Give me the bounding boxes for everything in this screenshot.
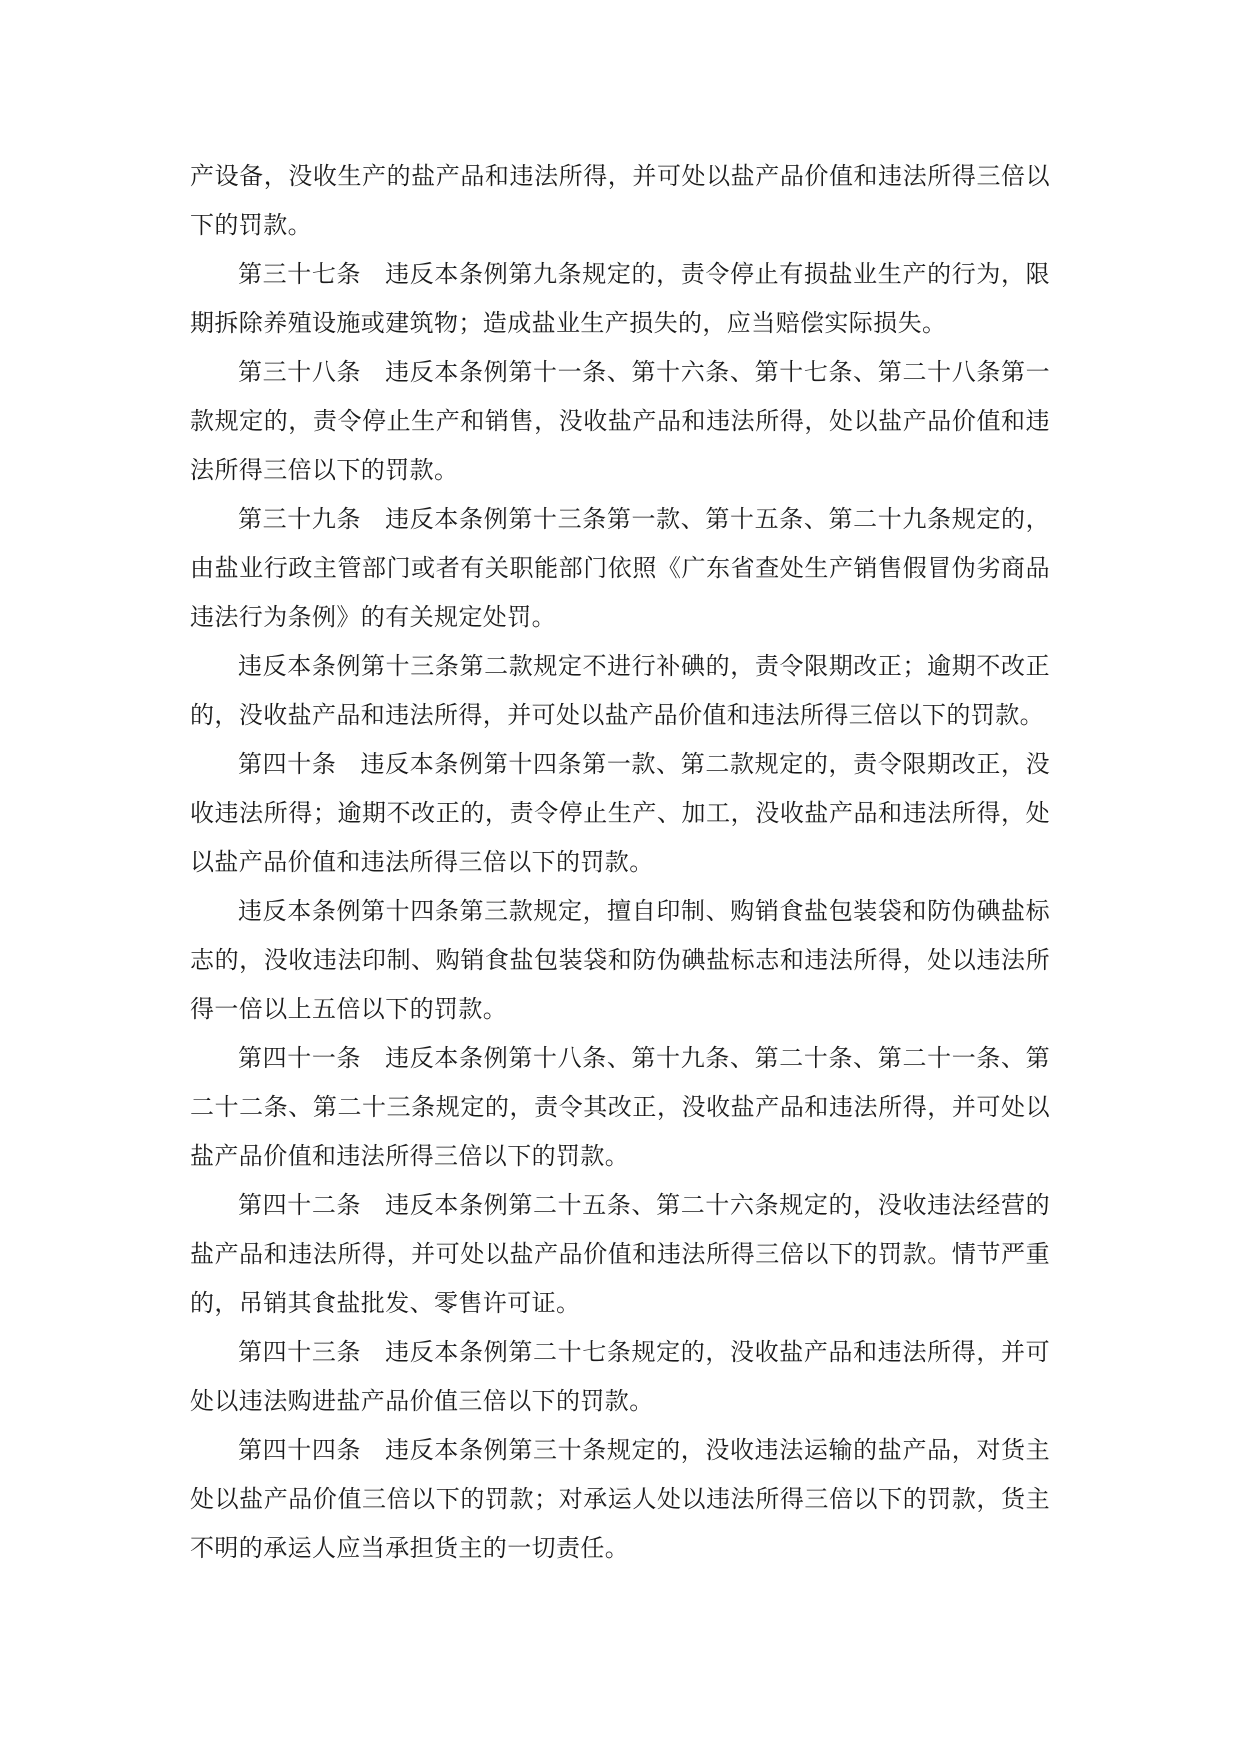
article-number: 第四十条: [238, 750, 337, 778]
paragraph-article-40-clause-2: [190, 887, 1050, 1034]
paragraph-text: 违反本条例第十四条第三款规定，擅自印制、购销食盐包装袋和防伪碘盐标志的，没收违法印制、购销食盐包装袋和防伪碘盐标志和违法所得，处以违法所得一倍以上五倍以下的罚款。: [190, 897, 1050, 1023]
article-number: 第四十二条: [238, 1191, 362, 1219]
paragraph-1: [190, 152, 1050, 250]
paragraph-article-39: [190, 495, 1050, 642]
paragraph-text: 违反本条例第二十五条、第二十六条规定的，没收违法经营的盐产品和违法所得，并可处以盐产品价值和违法所得三倍以下的罚款。情节严重的，吊销其食盐批发、零售许可证。: [190, 1191, 1050, 1317]
document-body: [190, 152, 1050, 1573]
paragraph-article-43: [190, 1328, 1050, 1426]
article-number: 第四十一条: [238, 1044, 362, 1072]
paragraph-article-38: [190, 348, 1050, 495]
paragraph-text: 产设备，没收生产的盐产品和违法所得，并可处以盐产品价值和违法所得三倍以下的罚款。: [190, 162, 1050, 239]
paragraph-text: 违反本条例第二十七条规定的，没收盐产品和违法所得，并可处以违法购进盐产品价值三倍以下的罚款。: [190, 1338, 1050, 1415]
paragraph-text: 违反本条例第十三条第二款规定不进行补碘的，责令限期改正；逾期不改正的，没收盐产品和违法所得，并可处以盐产品价值和违法所得三倍以下的罚款。: [190, 652, 1050, 729]
paragraph-text: 违反本条例第九条规定的，责令停止有损盐业生产的行为，限期拆除养殖设施或建筑物；造成盐业生产损失的，应当赔偿实际损失。: [190, 260, 1050, 337]
paragraph-article-42: [190, 1181, 1050, 1328]
article-number: 第三十九条: [238, 505, 362, 533]
paragraph-text: 违反本条例第十三条第一款、第十五条、第二十九条规定的，由盐业行政主管部门或者有关职能部门依照《广东省查处生产销售假冒伪劣商品违法行为条例》的有关规定处罚。: [190, 505, 1050, 631]
paragraph-article-40: [190, 740, 1050, 887]
article-number: 第三十八条: [238, 358, 362, 386]
article-number: 第四十四条: [238, 1436, 362, 1464]
paragraph-article-39-clause-2: [190, 642, 1050, 740]
article-number: 第四十三条: [238, 1338, 362, 1366]
paragraph-article-37: [190, 250, 1050, 348]
article-number: 第三十七条: [238, 260, 362, 288]
paragraph-text: 违反本条例第十八条、第十九条、第二十条、第二十一条、第二十二条、第二十三条规定的，责令其改正，没收盐产品和违法所得，并可处以盐产品价值和违法所得三倍以下的罚款。: [190, 1044, 1050, 1170]
paragraph-text: 违反本条例第十四条第一款、第二款规定的，责令限期改正，没收违法所得；逾期不改正的，责令停止生产、加工，没收盐产品和违法所得，处以盐产品价值和违法所得三倍以下的罚款。: [190, 750, 1050, 876]
paragraph-article-41: [190, 1034, 1050, 1181]
paragraph-text: 违反本条例第十一条、第十六条、第十七条、第二十八条第一款规定的，责令停止生产和销售，没收盐产品和违法所得，处以盐产品价值和违法所得三倍以下的罚款。: [190, 358, 1050, 484]
paragraph-article-44: [190, 1426, 1050, 1573]
paragraph-text: 违反本条例第三十条规定的，没收违法运输的盐产品，对货主处以盐产品价值三倍以下的罚款；对承运人处以违法所得三倍以下的罚款，货主不明的承运人应当承担货主的一切责任。: [190, 1436, 1050, 1562]
